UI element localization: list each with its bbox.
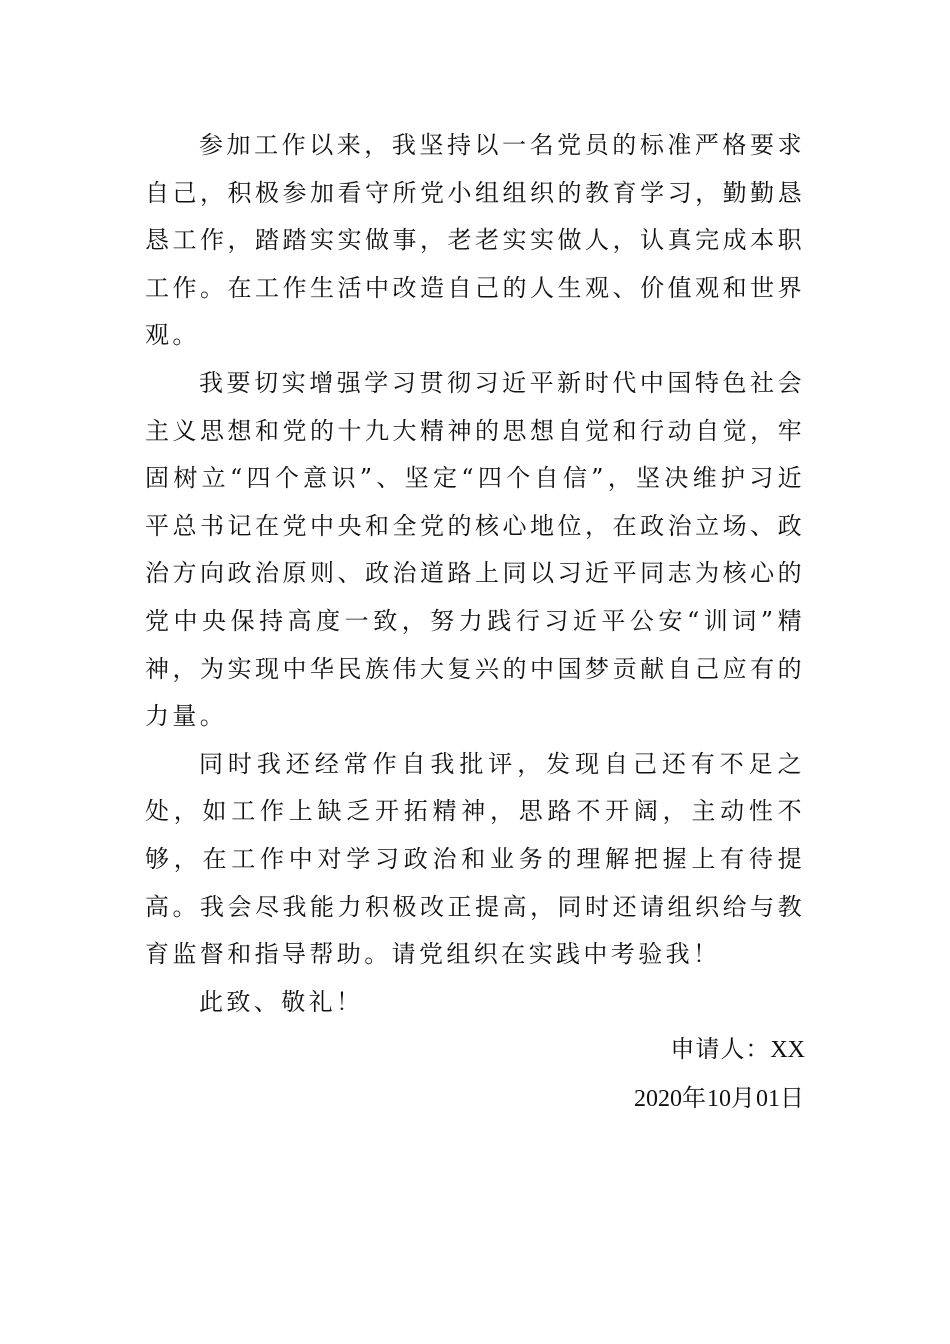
- date-day-unit: 日: [780, 1083, 805, 1112]
- date-month-unit: 月: [731, 1083, 756, 1112]
- paragraph-political-commitment: 我要切实增强学习贯彻习近平新时代中国特色社会主义思想和党的十九大精神的思想自觉和行动自觉，牢固树立“四个意识”、坚定“四个自信”，坚决维护习近平总书记在党中央和全党的核心地位，在政治立场、政治方向政治原则、政治道路上同以习近平同志为核心的党中央保持高度一致，努力践行习近平公安“训词”精神，为实现中华民族伟大复兴的中国梦贡献自己应有的力量。: [145, 368, 805, 731]
- date-month: 10: [707, 1085, 731, 1112]
- applicant-name: XX: [770, 1037, 805, 1064]
- paragraph-work-attitude: 参加工作以来，我坚持以一名党员的标准严格要求自己，积极参加看守所党小组组织的教育学习，勤勤恳恳工作，踏踏实实做事，老老实实做人，认真完成本职工作。在工作生活中改造自己的人生观、价值观和世界观。: [145, 131, 805, 350]
- date-day: 01: [756, 1085, 780, 1112]
- date-year-unit: 年: [682, 1083, 707, 1112]
- document-body: [145, 122, 805, 1123]
- closing-salutation: 此致、敬礼！: [199, 987, 364, 1016]
- applicant-label: 申请人：: [670, 1035, 771, 1064]
- applicant-signature: [145, 1026, 805, 1075]
- application-date: [145, 1075, 805, 1124]
- paragraph-self-criticism: 同时我还经常作自我批评，发现自己还有不足之处，如工作上缺乏开拓精神，思路不开阔，主动性不够，在工作中对学习政治和业务的理解把握上有待提高。我会尽我能力积极改正提高，同时还请组织给与教育监督和指导帮助。请党组织在实践中考验我！: [145, 749, 805, 969]
- date-year: 2020: [634, 1085, 682, 1112]
